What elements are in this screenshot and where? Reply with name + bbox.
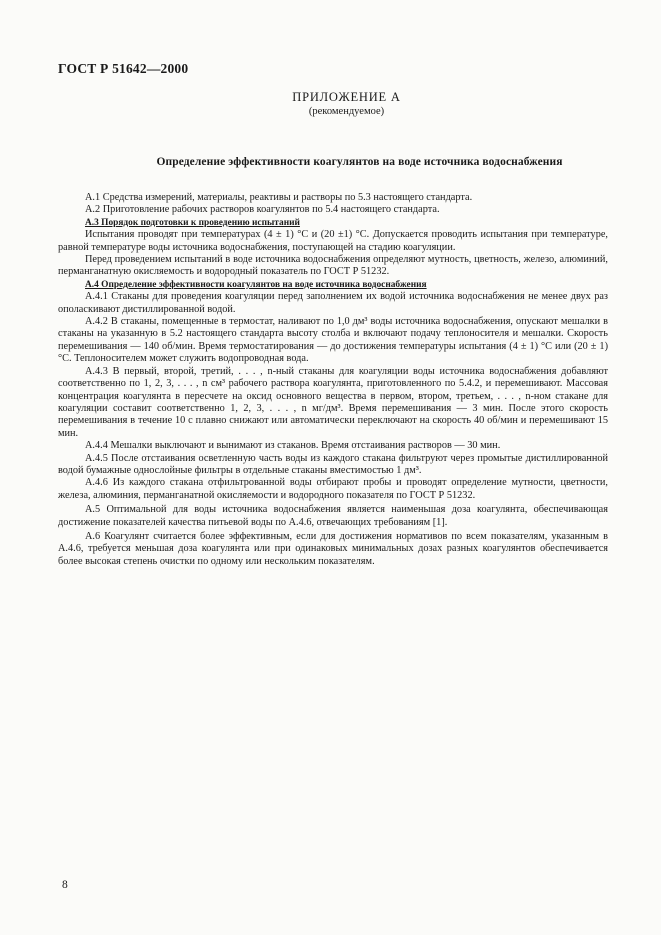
paragraph-a44: А.4.4 Мешалки выключают и вынимают из стаканов. Время отстаивания растворов — 30 мин. [85,440,501,452]
paragraph-a43: А.4.3 В первый, второй, третий, . . . , n-ный стаканы для коагуляции воды источника водоснабжения добавляют соответственно по 1, 2, 3, . . . , n см³ рабочего раствора коагулянта, приготовленного по 5.4.2, и перемешивают. Массовая концентрация коагулянта в пересчете на оксид основного вещества в первом, втором, третьем, . . . , n-ном стакане для коагуляции составит соответственно 1, 2, 3, . . . , n мг/дм³. Время перемешивания — 3 мин. После этого скорость перемешивания в течение 10 с плавно снижают или автоматически переключают на скорость 40 об/мин и перемешивают 15 мин. [58,365,608,439]
paragraph-a3-text2: Перед проведением испытаний в воде источника водоснабжения определяют мутность, цветность, железо, алюминий, перманганатную окисляемость и водородный показатель по ГОСТ Р 51232. [58,254,608,278]
document-body [58,192,608,568]
paragraph-a2: А.2 Приготовление рабочих растворов коагулянтов по 5.4 настоящего стандарта. [85,204,440,216]
a3-heading-text: А.3 Порядок подготовки к проведению испытаний [85,217,300,228]
paragraph-a3-heading [58,217,608,229]
a4-heading-text: А.4 Определение эффективности коагулянтов на воде источника водоснабжения [85,279,427,290]
appendix-title: ПРИЛОЖЕНИЕ А [292,90,401,104]
paragraph-a3-text: Испытания проводят при температурах (4 ± 1) °С и (20 ±1) °С. Допускается проводить испытания при температуре, равной температуре воды источника водоснабжения, поступающей на стадию коагуляции. [58,229,608,253]
paragraph-a6: А.6 Коагулянт считается более эффективным, если для достижения нормативов по всем показателям, указанным в А.4.6, требуется меньшая доза коагулянта или при одинаковых минимальных дозах разных коагулянтов обеспечивается более высокая степень очистки по одному или нескольким показателям. [58,530,608,567]
page-number: 8 [62,879,68,891]
standard-header: ГОСТ Р 51642—2000 [58,61,189,76]
appendix-note: (рекомендуемое) [308,106,385,117]
paragraph-a1: А.1 Средства измерений, материалы, реактивы и растворы по 5.3 настоящего стандарта. [85,192,473,203]
paragraph-a45: А.4.5 После отстаивания осветленную часть воды из каждого стакана фильтруют через промытые дистиллированной водой бумажные однослойные фильтры в отдельные стаканы вместимостью 1 дм³. [58,452,608,476]
paragraph-a41: А.4.1 Стаканы для проведения коагуляции перед заполнением их водой источника водоснабжения не менее двух раз ополаскивают дистиллированной водой. [58,291,608,315]
paragraph-a4-heading [58,279,608,291]
section-title: Определение эффективности коагулянтов на воде источника водоснабжения [156,156,563,168]
appendix-heading [0,89,661,119]
paragraph-a5: А.5 Оптимальной для воды источника водоснабжения является наименьшая доза коагулянта, обеспечивающая достижение показателей качества питьевой воды по А.4.6, отвечающих требованиям [1]. [58,504,608,528]
paragraph-a42: А.4.2 В стаканы, помещенные в термостат, наливают по 1,0 дм³ воды источника водоснабжения, опускают мешалки в стаканы на указанную в 5.2 настоящего стандарта высоту столба и включают подачу теплоносителя и мешалки. Скорость перемешивания — 140 об/мин. Время термостатирования — до достижения температуры испытания (4 ± 1) °С или (20 ± 1) °С. Теплоносителем может служить водопроводная вода. [58,316,608,365]
paragraph-a46: А.4.6 Из каждого стакана отфильтрованной воды отбирают пробы и проводят определение мутности, цветности, железа, алюминия, перманганатной окисляемости и водородного показателя по ГОСТ Р 51232. [58,477,608,501]
